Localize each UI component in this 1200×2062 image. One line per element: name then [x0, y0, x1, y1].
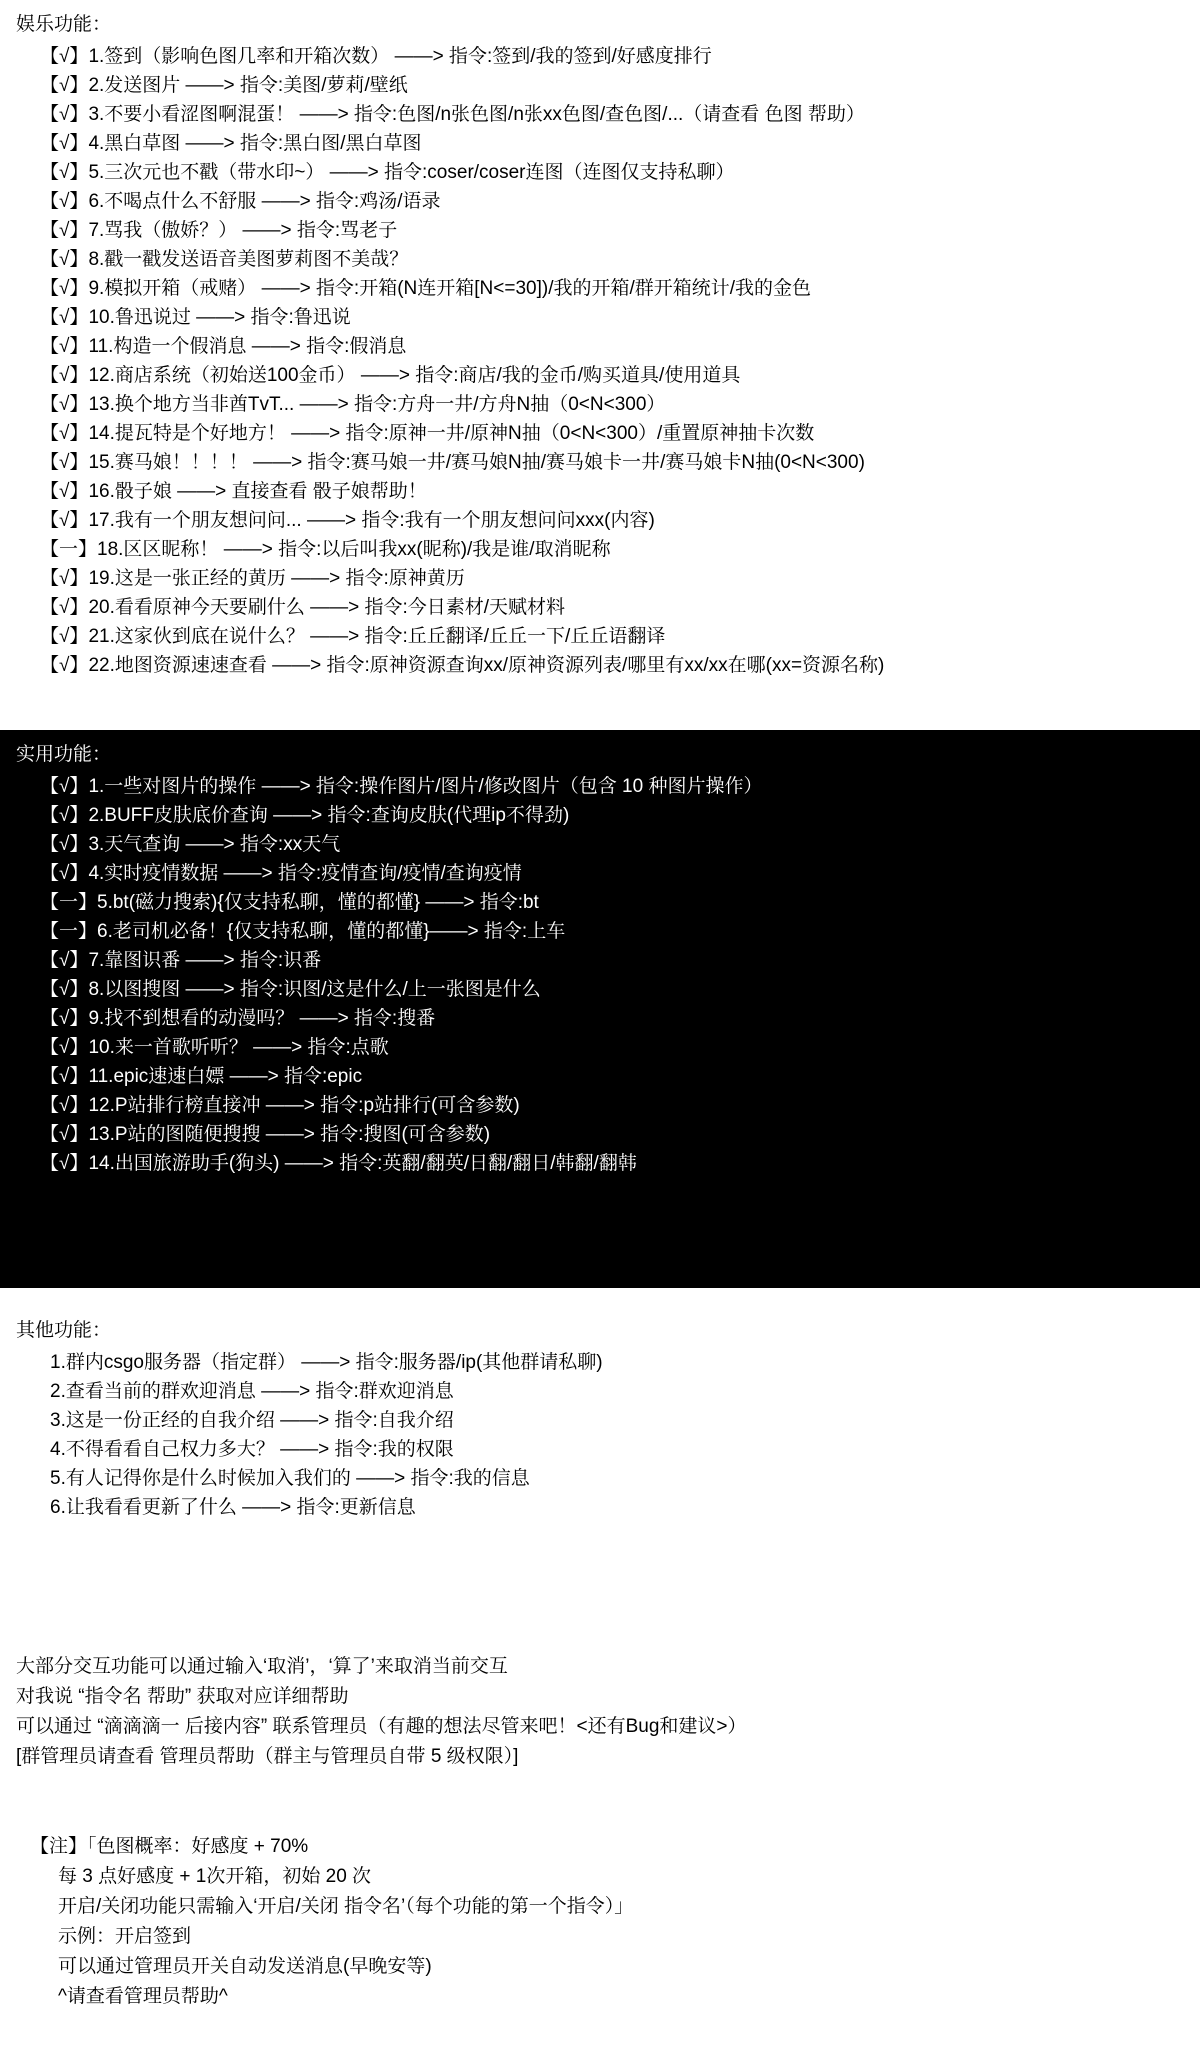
list-item: [0, 917, 1200, 946]
other-list: [0, 1348, 1200, 1522]
list-item-label: 15.赛马娘！！！！ ——> 指令:赛马娘一井/赛马娘N抽/赛马娘卡一井/赛马娘卡N抽(0<N<300): [88, 452, 865, 473]
note-line: 开启/关闭功能只需输入‘开启/关闭 指令名’（每个功能的第一个指令）」: [58, 1896, 634, 1917]
list-item: [0, 593, 1200, 622]
list-item-label: 7.靠图识番 ——> 指令:识番: [88, 950, 322, 971]
list-item-label: 12.P站排行榜直接冲 ——> 指令:p站排行(可含参数): [88, 1095, 520, 1116]
list-item: [0, 772, 1200, 801]
note-section: [0, 1822, 1200, 2022]
list-item: [0, 361, 1200, 390]
status-badge: 【√】: [40, 510, 89, 531]
status-badge: 【√】: [40, 776, 89, 797]
list-item-label: 17.我有一个朋友想问问... ——> 指令:我有一个朋友想问问xxx(内容): [88, 510, 655, 531]
status-badge: 【√】: [40, 626, 89, 647]
other-section: [0, 1288, 1200, 1532]
list-item: [0, 100, 1200, 129]
list-item-label: 16.骰子娘 ——> 直接查看 骰子娘帮助！: [88, 481, 427, 502]
list-item-label: 7.骂我（傲娇？） ——> 指令:骂老子: [88, 220, 398, 241]
list-item: [0, 216, 1200, 245]
status-badge: 【√】: [40, 452, 89, 473]
list-item-label: 14.提瓦特是个好地方！ ——> 指令:原神一井/原神N抽（0<N<300）/重置原神抽卡次数: [88, 423, 815, 444]
list-item: [0, 187, 1200, 216]
list-item-label: 5.bt(磁力搜索){仅支持私聊，懂的都懂} ——> 指令:bt: [97, 892, 539, 913]
list-item-label: 4.实时疫情数据 ——> 指令:疫情查询/疫情/查询疫情: [88, 863, 522, 884]
note-line: 每 3 点好感度 + 1次开箱，初始 20 次: [58, 1866, 372, 1887]
list-item: [0, 888, 1200, 917]
status-badge: 【一】: [40, 921, 98, 942]
status-badge: 【√】: [40, 423, 89, 444]
list-item-label: 3.不要小看涩图啊混蛋！ ——> 指令:色图/n张色图/n张xx色图/查色图/...（请查看 色图 帮助）: [88, 104, 865, 125]
status-badge: 【√】: [40, 1037, 89, 1058]
list-item-label: 9.模拟开箱（戒赌） ——> 指令:开箱(N连开箱[N<=30])/我的开箱/群开箱统计/我的金色: [88, 278, 812, 299]
list-item: [0, 535, 1200, 564]
list-item-label: 3.天气查询 ——> 指令:xx天气: [88, 834, 341, 855]
status-badge: 【√】: [40, 597, 89, 618]
list-item-label: 21.这家伙到底在说什么？ ——> 指令:丘丘翻译/丘丘一下/丘丘语翻译: [88, 626, 666, 647]
status-badge: 【√】: [40, 307, 89, 328]
list-item: [0, 158, 1200, 187]
list-item-label: 10.来一首歌听听？ ——> 指令:点歌: [88, 1037, 389, 1058]
status-badge: 【√】: [40, 1095, 89, 1116]
footer-section: [0, 1642, 1200, 1782]
list-item: [0, 651, 1200, 680]
status-badge: 【√】: [40, 805, 89, 826]
list-item: [0, 1091, 1200, 1120]
practical-section: [0, 730, 1200, 1288]
list-item-label: 4.黑白草图 ——> 指令:黑白图/黑白草图: [88, 133, 422, 154]
entertainment-title: 娱乐功能：: [16, 14, 112, 35]
status-badge: 【√】: [40, 191, 89, 212]
status-badge: 【√】: [40, 863, 89, 884]
divider: [0, 1532, 1200, 1642]
status-badge: 【√】: [40, 365, 89, 386]
list-item-label: 11.epic速速白嫖 ——> 指令:epic: [88, 1066, 363, 1087]
list-item-label: 11.构造一个假消息 ——> 指令:假消息: [88, 336, 407, 357]
list-item: [0, 303, 1200, 332]
status-badge: 【√】: [40, 1124, 89, 1145]
list-item: 6.让我看看更新了什么 ——> 指令:更新信息: [50, 1497, 416, 1518]
status-badge: 【√】: [40, 1066, 89, 1087]
list-item: [0, 129, 1200, 158]
section-padding: [0, 1178, 1200, 1278]
list-item: [0, 801, 1200, 830]
status-badge: 【√】: [40, 655, 89, 676]
status-badge: 【√】: [40, 481, 89, 502]
list-item: [0, 564, 1200, 593]
status-badge: 【√】: [40, 162, 89, 183]
list-item: 4.不得看看自己权力多大？ ——> 指令:我的权限: [50, 1439, 454, 1460]
status-badge: 【√】: [40, 220, 89, 241]
list-item-label: 1.一些对图片的操作 ——> 指令:操作图片/图片/修改图片（包含 10 种图片操作）: [88, 776, 763, 797]
list-item-label: 2.BUFF皮肤底价查询 ——> 指令:查询皮肤(代理ip不得劲): [88, 805, 570, 826]
divider: [0, 680, 1200, 720]
status-badge: 【√】: [40, 133, 89, 154]
entertainment-list: [0, 42, 1200, 680]
entertainment-section: [0, 0, 1200, 730]
list-item: [0, 419, 1200, 448]
list-item-label: 12.商店系统（初始送100金币） ——> 指令:商店/我的金币/购买道具/使用道具: [88, 365, 741, 386]
list-item: 1.群内csgo服务器（指定群） ——> 指令:服务器/ip(其他群请私聊): [50, 1352, 603, 1373]
status-badge: 【√】: [40, 568, 89, 589]
practical-title: 实用功能：: [16, 744, 112, 765]
status-badge: 【√】: [40, 834, 89, 855]
list-item: [0, 448, 1200, 477]
status-badge: 【√】: [40, 336, 89, 357]
status-badge: 【√】: [40, 46, 89, 67]
list-item: [0, 975, 1200, 1004]
list-item: [0, 274, 1200, 303]
list-item: [0, 390, 1200, 419]
list-item: [0, 1033, 1200, 1062]
list-item: [0, 859, 1200, 888]
list-item-label: 18.区区昵称！ ——> 指令:以后叫我xx(昵称)/我是谁/取消昵称: [97, 539, 611, 560]
list-item-label: 10.鲁迅说过 ——> 指令:鲁迅说: [88, 307, 351, 328]
status-badge: 【√】: [40, 979, 89, 1000]
list-item: 3.这是一份正经的自我介绍 ——> 指令:自我介绍: [50, 1410, 454, 1431]
status-badge: 【√】: [40, 394, 89, 415]
list-item: [0, 1062, 1200, 1091]
list-item-label: 6.老司机必备！{仅支持私聊，懂的都懂}——> 指令:上车: [97, 921, 566, 942]
list-item-label: 9.找不到想看的动漫吗？ ——> 指令:搜番: [88, 1008, 436, 1029]
list-item: [0, 1120, 1200, 1149]
status-badge: 【一】: [40, 539, 98, 560]
list-item-label: 13.P站的图随便搜搜 ——> 指令:搜图(可含参数): [88, 1124, 491, 1145]
footer-line: 大部分交互功能可以通过输入‘取消’，‘算了’来取消当前交互: [16, 1656, 508, 1677]
list-item: [0, 622, 1200, 651]
list-item: 2.查看当前的群欢迎消息 ——> 指令:群欢迎消息: [50, 1381, 454, 1402]
note-line: 可以通过管理员开关自动发送消息(早晚安等): [58, 1956, 432, 1977]
divider: [0, 1782, 1200, 1822]
list-item: [0, 1004, 1200, 1033]
status-badge: 【√】: [40, 104, 89, 125]
list-item: [0, 506, 1200, 535]
footer-line: 可以通过 “滴滴滴一 后接内容” 联系管理员（有趣的想法尽管来吧！<还有Bug和建议>）: [16, 1716, 747, 1737]
list-item: [0, 946, 1200, 975]
list-item-label: 14.出国旅游助手(狗头) ——> 指令:英翻/翻英/日翻/翻日/韩翻/翻韩: [88, 1153, 637, 1174]
list-item: [0, 71, 1200, 100]
list-item-label: 22.地图资源速速查看 ——> 指令:原神资源查询xx/原神资源列表/哪里有xx/xx在哪(xx=资源名称): [88, 655, 885, 676]
note-line: 【注】「色图概率：好感度 + 70%: [30, 1836, 309, 1857]
status-badge: 【√】: [40, 278, 89, 299]
list-item-label: 19.这是一张正经的黄历 ——> 指令:原神黄历: [88, 568, 465, 589]
list-item: [0, 245, 1200, 274]
list-item: [0, 477, 1200, 506]
practical-list: [0, 772, 1200, 1178]
status-badge: 【√】: [40, 1008, 89, 1029]
list-item-label: 8.以图搜图 ——> 指令:识图/这是什么/上一张图是什么: [88, 979, 541, 1000]
list-item-label: 2.发送图片 ——> 指令:美图/萝莉/壁纸: [88, 75, 408, 96]
status-badge: 【√】: [40, 249, 89, 270]
status-badge: 【√】: [40, 1153, 89, 1174]
list-item: 5.有人记得你是什么时候加入我们的 ——> 指令:我的信息: [50, 1468, 530, 1489]
list-item: [0, 42, 1200, 71]
status-badge: 【√】: [40, 75, 89, 96]
status-badge: 【一】: [40, 892, 98, 913]
list-item-label: 8.戳一戳发送语音美图萝莉图不美哉？: [88, 249, 409, 270]
status-badge: 【√】: [40, 950, 89, 971]
note-line: ^请查看管理员帮助^: [58, 1986, 228, 2007]
list-item-label: 13.换个地方当非酋TvT... ——> 指令:方舟一井/方舟N抽（0<N<300）: [88, 394, 666, 415]
note-line: 示例：开启签到: [58, 1926, 192, 1947]
footer-line: 对我说 “指令名 帮助” 获取对应详细帮助: [16, 1686, 349, 1707]
footer-line: [群管理员请查看 管理员帮助（群主与管理员自带 5 级权限）]: [16, 1746, 519, 1767]
list-item-label: 6.不喝点什么不舒服 ——> 指令:鸡汤/语录: [88, 191, 441, 212]
list-item-label: 20.看看原神今天要刷什么 ——> 指令:今日素材/天赋材料: [88, 597, 566, 618]
other-title: 其他功能：: [16, 1320, 112, 1341]
list-item: [0, 830, 1200, 859]
list-item: [0, 1149, 1200, 1178]
list-item: [0, 332, 1200, 361]
divider: [0, 2022, 1200, 2062]
divider: [0, 1298, 1200, 1316]
list-item-label: 5.三次元也不戳（带水印~） ——> 指令:coser/coser连图（连图仅支持私聊）: [88, 162, 735, 183]
list-item-label: 1.签到（影响色图几率和开箱次数） ——> 指令:签到/我的签到/好感度排行: [88, 46, 712, 67]
